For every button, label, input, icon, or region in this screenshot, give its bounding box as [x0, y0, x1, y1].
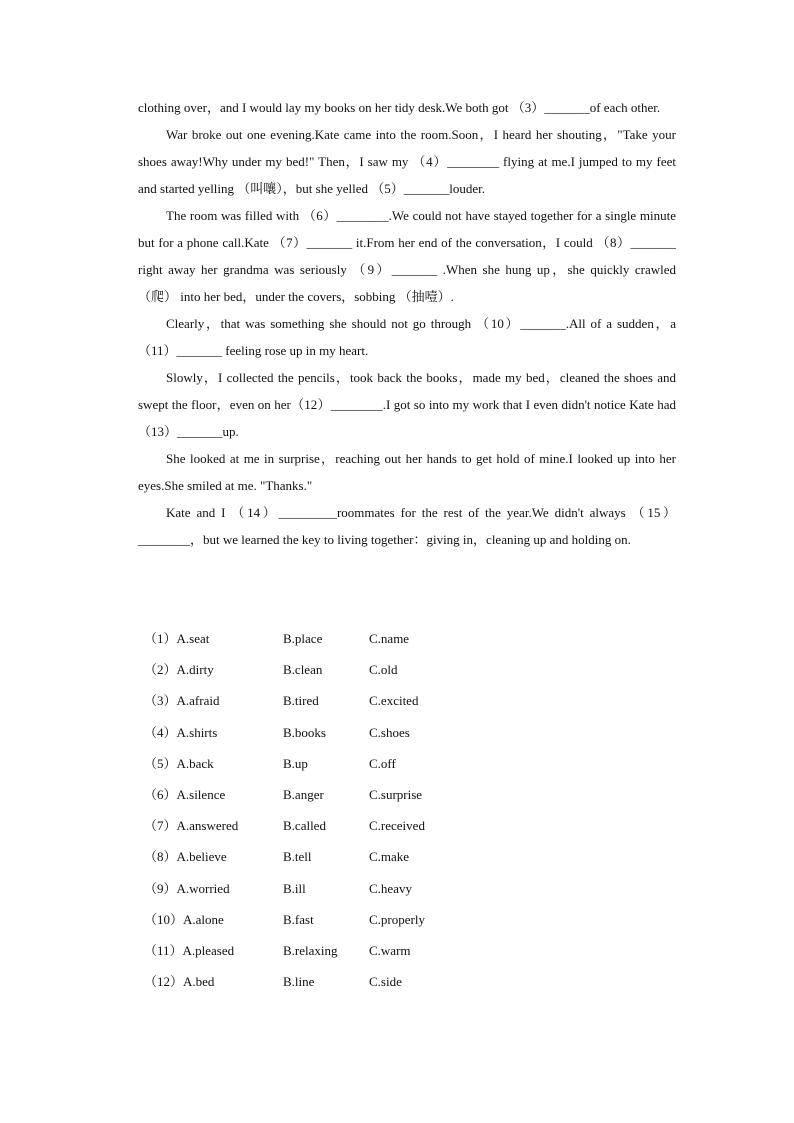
option-b: B.line: [283, 974, 315, 990]
passage-paragraph: Slowly，I collected the pencils，took back the books，made my bed，cleaned the shoes and swept the floor，even on her（12）________.I got so into my work that I even didn't notice Kate had （13）_______up.: [138, 370, 676, 439]
option-row: [144, 908, 544, 939]
option-a: （2）A.dirty: [144, 662, 214, 678]
option-b: B.place: [283, 631, 323, 646]
option-c: C.shoes: [369, 724, 410, 740]
option-c: C.old: [369, 662, 398, 678]
option-row: [144, 939, 544, 970]
option-b: B.clean: [283, 662, 323, 678]
option-b: B.called: [283, 818, 326, 834]
answer-options-list: [144, 627, 544, 1001]
option-a: （8）A.believe: [144, 849, 227, 865]
passage-paragraph: She looked at me in surprise，reaching out her hands to get hold of mine.I looked up into her eyes.She smiled at me. "Thanks.": [138, 451, 676, 493]
option-c: C.properly: [369, 911, 425, 927]
option-a: （3）A.afraid: [144, 693, 220, 709]
option-b: B.up: [283, 755, 308, 771]
option-row: [144, 689, 544, 720]
option-row: [144, 752, 544, 783]
option-c: C.name: [369, 631, 410, 646]
option-b: B.relaxing: [283, 942, 338, 958]
passage-paragraph: War broke out one evening.Kate came into the room.Soon，I heard her shouting，"Take your shoes away!Why under my bed!" Then，I saw my （4）________ flying at me.I jumped to my feet and started yelling （叫嚷），but she yelled （5）_______louder.: [138, 127, 676, 196]
option-c: C.warm: [369, 942, 411, 958]
option-c: C.excited: [369, 693, 419, 709]
option-c: C.side: [369, 974, 402, 990]
option-row: [144, 627, 544, 658]
option-b: B.anger: [283, 786, 324, 802]
option-a: （11）A.pleased: [144, 942, 235, 958]
option-b: B.books: [283, 724, 326, 740]
option-row: [144, 970, 544, 1001]
option-row: [144, 783, 544, 814]
option-c: C.received: [369, 818, 425, 834]
option-a: （6）A.silence: [144, 786, 226, 802]
option-row: [144, 845, 544, 876]
option-b: B.tell: [283, 849, 312, 865]
option-c: C.surprise: [369, 786, 423, 802]
option-b: B.fast: [283, 911, 314, 927]
option-row: [144, 721, 544, 752]
passage-paragraph: Kate and I （14）_________roommates for the rest of the year.We didn't always （15）________，but we learned the key to living together：giving in，cleaning up and holding on.: [138, 505, 676, 547]
reading-passage: [138, 94, 676, 553]
option-row: [144, 877, 544, 908]
option-a: （10）A.alone: [144, 911, 224, 927]
option-row: [144, 658, 544, 689]
passage-paragraph: Clearly，that was something she should not go through （10）_______.All of a sudden，a （11）_______ feeling rose up in my heart.: [138, 316, 676, 358]
option-a: （5）A.back: [144, 755, 214, 771]
option-a: （4）A.shirts: [144, 724, 218, 740]
option-c: C.heavy: [369, 880, 412, 896]
option-a: （1）A.seat: [144, 631, 210, 646]
option-a: （9）A.worried: [144, 880, 230, 896]
option-row: [144, 814, 544, 845]
option-b: B.tired: [283, 693, 319, 709]
option-b: B.ill: [283, 880, 306, 896]
option-a: （12）A.bed: [144, 974, 215, 990]
option-c: C.off: [369, 755, 396, 771]
passage-paragraph: clothing over，and I would lay my books on her tidy desk.We both got （3）_______of each other.: [138, 100, 661, 115]
option-c: C.make: [369, 849, 410, 865]
option-a: （7）A.answered: [144, 818, 239, 834]
passage-paragraph: The room was filled with （6）________.We could not have stayed together for a single minute but for a phone call.Kate （7）_______ it.From her end of the conversation，I could （8）_______ right away her grandma was seriously （9）_______ .When she hung up，she quickly crawled （爬） into her bed，under the covers，sobbing （抽噎）.: [138, 208, 676, 304]
